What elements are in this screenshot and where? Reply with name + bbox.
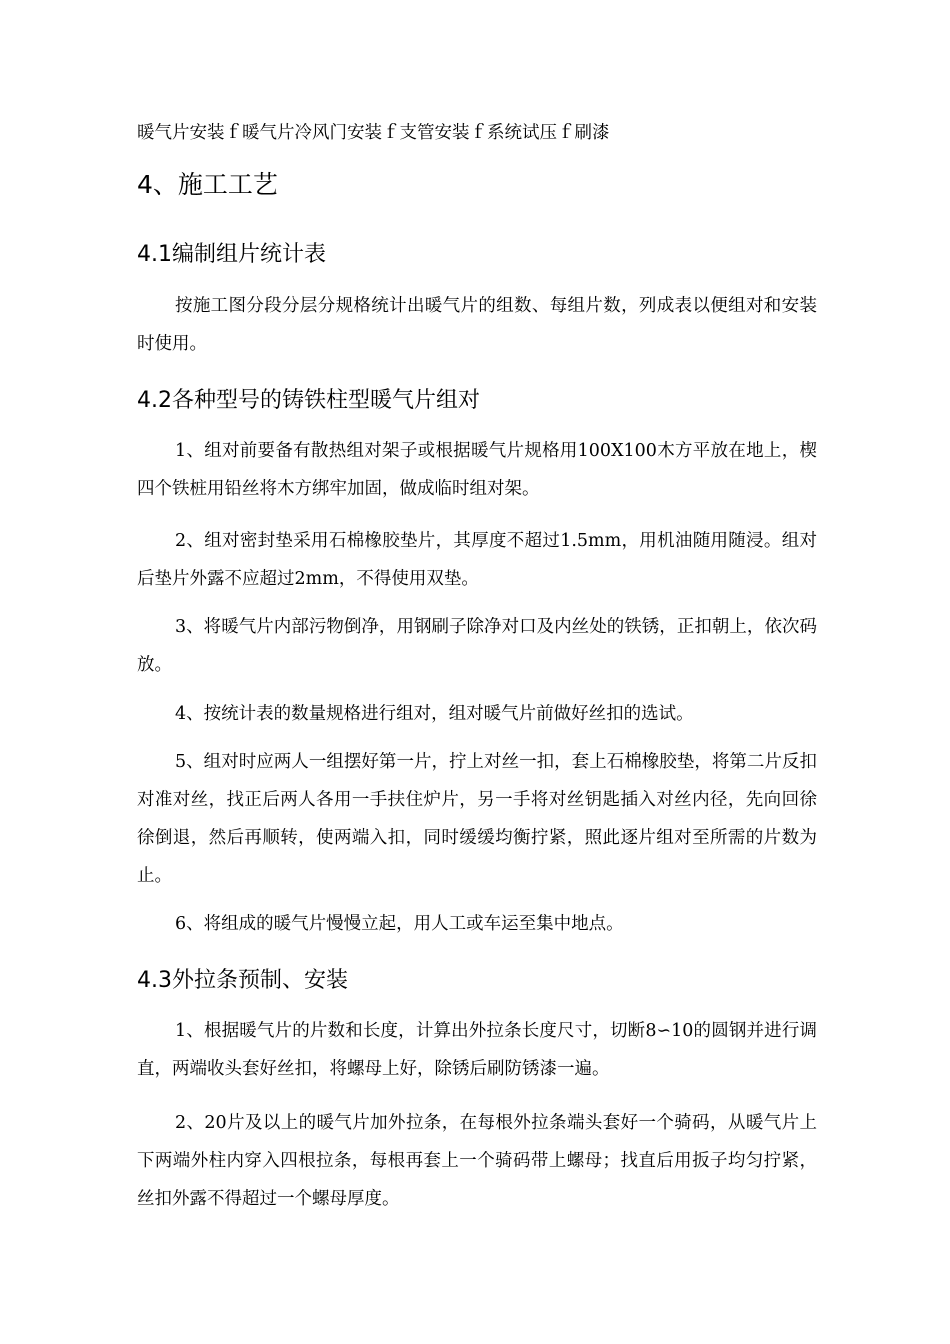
process-flow-line: 暖气片安装ｆ暖气片冷风门安装ｆ支管安装ｆ系统试压ｆ刷漆 [137, 123, 610, 143]
section-4-2-paragraph-2: 2、组对密封垫采用石棉橡胶垫片，其厚度不超过1.5mm，用机油随用随浸。组对后垫片外露不应超过2mm，不得使用双垫。 [137, 531, 817, 589]
section-4-3-paragraph-1: 1、根据暖气片的片数和长度，计算出外拉条长度尺寸，切断8∽10的圆钢并进行调直，两端收头套好丝扣，将螺母上好，除锈后刷防锈漆一遍。 [137, 1021, 817, 1079]
section-4-1-paragraph: 按施工图分段分层分规格统计出暖气片的组数、每组片数，列成表以便组对和安装时使用。 [137, 296, 817, 354]
section-4-2-paragraph-6: 6、将组成的暖气片慢慢立起，用人工或车运至集中地点。 [175, 914, 624, 934]
section-4-2-heading: 4.2各种型号的铸铁柱型暖气片组对 [137, 388, 480, 413]
section-4-3-paragraph-2: 2、20片及以上的暖气片加外拉条，在每根外拉条端头套好一个骑码，从暖气片上下两端外柱内穿入四根拉条，每根再套上一个骑码带上螺母；找直后用扳子均匀拧紧，丝扣外露不得超过一个螺母厚度。 [137, 1113, 817, 1209]
section-4-2-paragraph-1: 1、组对前要备有散热组对架子或根据暖气片规格用100X100木方平放在地上，楔四个铁桩用铅丝将木方绑牢加固，做成临时组对架。 [137, 441, 817, 499]
section-4-3-heading: 4.3外拉条预制、安装 [137, 968, 348, 993]
section-4-2-paragraph-3: 3、将暖气片内部污物倒净，用钢刷子除净对口及内丝处的铁锈，正扣朝上，依次码放。 [137, 617, 817, 675]
section-4-1-heading: 4.1编制组片统计表 [137, 242, 326, 267]
section-4-2-paragraph-4: 4、按统计表的数量规格进行组对，组对暖气片前做好丝扣的选试。 [175, 704, 694, 724]
section-4-2-paragraph-5: 5、组对时应两人一组摆好第一片，拧上对丝一扣，套上石棉橡胶垫，将第二片反扣对准对丝，找正后两人各用一手扶住炉片，另一手将对丝钥匙插入对丝内径，先向回徐徐倒退，然后再顺转，使两端入扣，同时缓缓均衡拧紧，照此逐片组对至所需的片数为止。 [137, 752, 817, 886]
section-4-heading: 4、施工工艺 [137, 170, 278, 199]
